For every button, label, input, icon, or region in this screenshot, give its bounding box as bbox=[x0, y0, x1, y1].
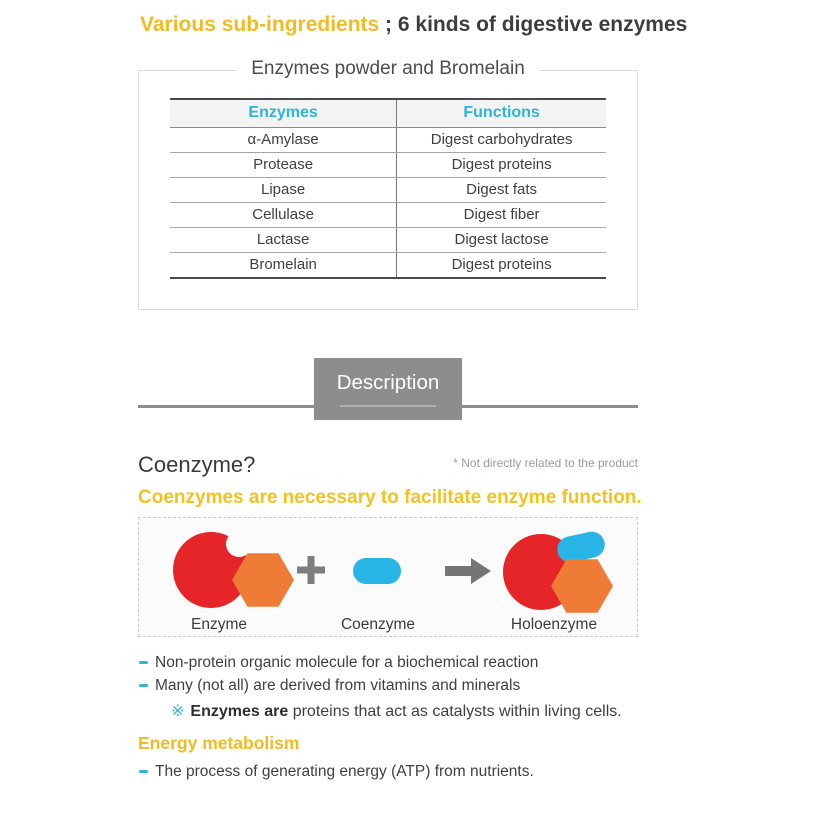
enzyme-function: Digest carbohydrates bbox=[397, 128, 606, 153]
divider-line-inner bbox=[340, 405, 436, 407]
bullet-dash-icon bbox=[139, 770, 148, 773]
table-row bbox=[170, 228, 606, 253]
table-row bbox=[170, 153, 606, 178]
reference-mark-icon: ※ bbox=[171, 703, 185, 720]
enzyme-name: Lipase bbox=[170, 178, 397, 203]
page-title bbox=[140, 13, 687, 37]
footnote-bold: Enzymes are bbox=[190, 703, 289, 720]
list-item bbox=[138, 760, 638, 783]
holoenzyme-icon bbox=[503, 529, 613, 613]
coenzyme-diagram-svg bbox=[139, 518, 637, 636]
column-header-functions: Functions bbox=[397, 99, 606, 128]
enzyme-icon bbox=[173, 531, 294, 608]
list-item bbox=[138, 674, 638, 697]
description-badge bbox=[314, 358, 462, 420]
enzyme-function: Digest proteins bbox=[397, 153, 606, 178]
enzyme-label: Enzyme bbox=[191, 616, 247, 633]
table-row bbox=[170, 203, 606, 228]
energy-metabolism-bullets bbox=[138, 760, 638, 783]
enzyme-name: Bromelain bbox=[170, 253, 397, 279]
enzymes-panel-title: Enzymes powder and Bromelain bbox=[237, 58, 539, 80]
plus-icon bbox=[297, 556, 325, 584]
description-badge-label: Description bbox=[336, 371, 440, 394]
coenzyme-title-row bbox=[138, 452, 638, 478]
description-divider bbox=[138, 358, 638, 420]
enzyme-name: α-Amylase bbox=[170, 128, 397, 153]
enzymes-panel bbox=[138, 58, 638, 310]
enzyme-function: Digest lactose bbox=[397, 228, 606, 253]
enzyme-name: Protease bbox=[170, 153, 397, 178]
energy-metabolism-title: Energy metabolism bbox=[138, 733, 300, 753]
coenzyme-bullets bbox=[138, 651, 638, 723]
holoenzyme-label: Holoenzyme bbox=[510, 616, 598, 633]
enzyme-function: Digest fiber bbox=[397, 203, 606, 228]
coenzyme-diagram bbox=[138, 517, 638, 637]
enzyme-name: Cellulase bbox=[170, 203, 397, 228]
bullet-text: The process of generating energy (ATP) from nutrients. bbox=[155, 763, 534, 780]
column-header-enzymes: Enzymes bbox=[170, 99, 397, 128]
table-header-row bbox=[170, 99, 606, 128]
footnote-rest: proteins that act as catalysts within living cells. bbox=[288, 703, 622, 720]
coenzyme-icon bbox=[353, 558, 401, 584]
page-title-rest: 6 kinds of digestive enzymes bbox=[397, 13, 688, 36]
coenzyme-label: Coenzyme bbox=[340, 616, 416, 633]
list-item bbox=[138, 651, 638, 674]
bullet-dash-icon bbox=[139, 661, 148, 664]
enzyme-footnote bbox=[171, 700, 638, 723]
arrow-right-icon bbox=[445, 558, 491, 584]
bullet-dash-icon bbox=[139, 684, 148, 687]
page-title-highlight: Various sub-ingredients bbox=[140, 13, 380, 36]
enzymes-table bbox=[170, 98, 606, 279]
coenzyme-disclaimer: * Not directly related to the product bbox=[453, 456, 638, 470]
bullet-text: Non-protein organic molecule for a biochemical reaction bbox=[155, 654, 539, 671]
enzyme-function: Digest proteins bbox=[397, 253, 606, 279]
page-title-separator: ; bbox=[379, 13, 398, 36]
enzyme-name: Lactase bbox=[170, 228, 397, 253]
enzyme-function: Digest fats bbox=[397, 178, 606, 203]
coenzyme-subtitle: Coenzymes are necessary to facilitate enzyme function. bbox=[138, 487, 642, 508]
bullet-text: Many (not all) are derived from vitamins and minerals bbox=[155, 677, 521, 694]
table-row bbox=[170, 128, 606, 153]
table-row bbox=[170, 253, 606, 279]
coenzyme-title: Coenzyme? bbox=[138, 452, 256, 477]
table-row bbox=[170, 178, 606, 203]
